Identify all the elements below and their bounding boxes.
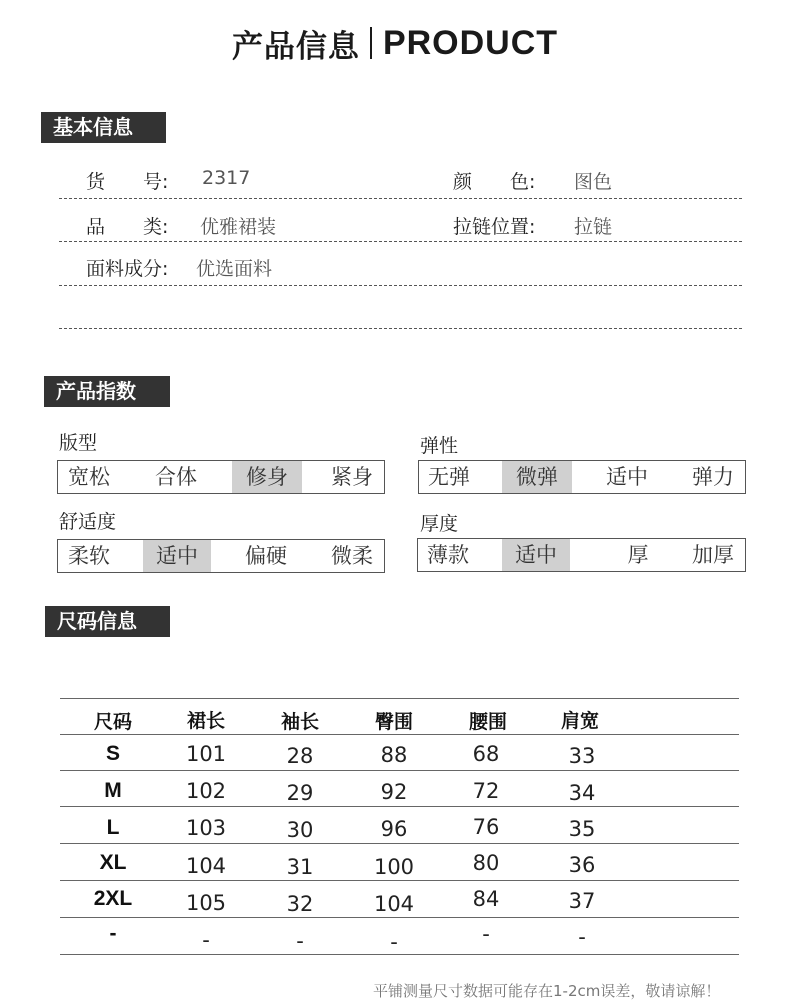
- table-cell: 30: [286, 818, 314, 842]
- comfort-label: 舒适度: [59, 511, 117, 533]
- table-rule: [60, 770, 739, 771]
- title-chinese: 产品信息: [231, 28, 360, 65]
- table-header: 肩宽: [560, 710, 599, 732]
- table-cell: 37: [568, 889, 596, 913]
- table-cell: 100: [373, 855, 415, 879]
- table-cell: 102: [185, 779, 227, 803]
- measurement-footnote: 平铺测量尺寸数据可能存在1-2cm误差，敬请谅解！: [373, 982, 721, 1000]
- table-cell: 76: [472, 815, 500, 839]
- table-top-rule: [60, 698, 739, 699]
- table-header: 腰围: [468, 711, 507, 733]
- table-cell: 31: [286, 855, 314, 879]
- comfort-option: 柔软: [68, 544, 110, 568]
- table-cell: 32: [286, 892, 314, 916]
- fit-scale: [57, 460, 385, 494]
- table-cell: 88: [380, 743, 408, 767]
- divider: [59, 241, 742, 242]
- table-cell: 96: [380, 817, 408, 841]
- table-rule: [60, 917, 739, 918]
- table-cell: -: [296, 929, 304, 953]
- comfort-option: 微柔: [331, 544, 373, 568]
- size-cell: 2XL: [93, 887, 133, 910]
- fit-option: 紧身: [331, 465, 373, 489]
- divider: [59, 198, 742, 199]
- fabric-label: 面料成分:: [86, 258, 169, 280]
- table-cell: 105: [185, 891, 227, 915]
- size-cell: S: [105, 742, 120, 765]
- table-cell: -: [482, 922, 490, 946]
- table-cell: 104: [185, 854, 227, 878]
- table-cell: 36: [568, 853, 596, 877]
- table-cell: 34: [568, 781, 596, 805]
- thickness-option: 薄款: [427, 543, 469, 567]
- table-rule: [60, 734, 739, 735]
- thickness-scale: [417, 538, 746, 572]
- fabric-value: 优选面料: [196, 258, 273, 280]
- size-cell: XL: [99, 851, 127, 874]
- comfort-scale: [57, 539, 385, 573]
- table-header: 尺码: [93, 711, 132, 733]
- page-title: [0, 18, 790, 68]
- color-label: 颜 色:: [453, 171, 536, 193]
- elasticity-option: 弹力: [692, 465, 734, 489]
- elasticity-option: 适中: [606, 465, 648, 489]
- elasticity-option: 无弹: [428, 465, 470, 489]
- divider: [59, 285, 742, 286]
- size-info-tag: 尺码信息: [45, 606, 170, 637]
- comfort-option: 偏硬: [245, 544, 287, 568]
- table-cell: 101: [185, 742, 227, 766]
- zipper-label: 拉链位置:: [453, 216, 536, 238]
- table-header: 臀围: [374, 711, 413, 733]
- table-cell: 80: [472, 851, 500, 875]
- elasticity-scale: [418, 460, 746, 494]
- title-divider: [370, 27, 372, 59]
- table-cell: 92: [380, 780, 408, 804]
- size-cell: L: [106, 816, 120, 839]
- table-rule: [60, 843, 739, 844]
- table-cell: 72: [472, 779, 500, 803]
- table-cell: 84: [472, 887, 500, 911]
- table-header: 裙长: [186, 710, 225, 732]
- thickness-option: 加厚: [692, 543, 734, 567]
- fit-option: 修身: [232, 461, 302, 493]
- table-cell: 29: [286, 781, 314, 805]
- zipper-value: 拉链: [574, 216, 613, 238]
- table-cell: 103: [185, 816, 227, 840]
- item-no-label: 货 号:: [86, 171, 169, 193]
- elasticity-option: 微弹: [502, 461, 572, 493]
- category-value: 优雅裙装: [200, 216, 277, 238]
- table-rule: [60, 880, 739, 881]
- fit-option: 宽松: [68, 465, 110, 489]
- table-cell: -: [202, 928, 210, 952]
- comfort-option: 适中: [143, 540, 211, 572]
- basic-info-tag: 基本信息: [41, 112, 166, 143]
- table-cell: 35: [568, 817, 596, 841]
- table-bottom-rule: [60, 954, 739, 955]
- item-no-value: 2317: [202, 167, 251, 189]
- table-rule: [60, 806, 739, 807]
- divider: [59, 328, 742, 329]
- fit-option: 合体: [155, 465, 197, 489]
- thickness-label: 厚度: [420, 513, 459, 535]
- product-index-tag: 产品指数: [44, 376, 170, 407]
- table-cell: 104: [373, 892, 415, 916]
- size-cell: -: [109, 922, 117, 945]
- category-label: 品 类:: [86, 216, 169, 238]
- table-cell: -: [390, 930, 398, 954]
- table-cell: -: [578, 925, 586, 949]
- color-value: 图色: [574, 171, 613, 193]
- elasticity-label: 弹性: [420, 435, 459, 457]
- title-english: PRODUCT: [382, 23, 559, 62]
- thickness-option: 厚: [627, 543, 649, 567]
- table-cell: 68: [472, 742, 500, 766]
- thickness-option: 适中: [502, 539, 570, 571]
- table-cell: 33: [568, 744, 596, 768]
- size-cell: M: [104, 779, 122, 802]
- fit-label: 版型: [59, 432, 98, 454]
- table-header: 袖长: [280, 711, 319, 733]
- table-cell: 28: [286, 744, 314, 768]
